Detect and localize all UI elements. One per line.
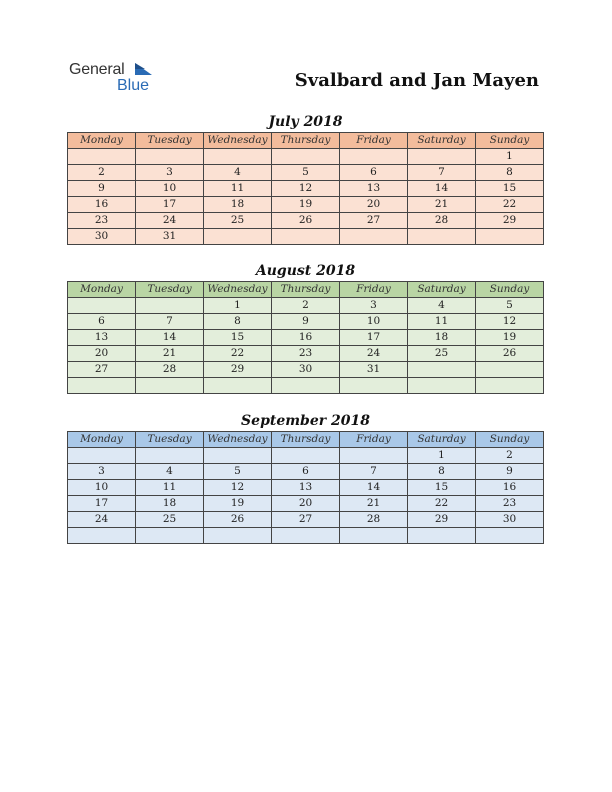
month-grid — [67, 281, 544, 394]
logo-flag-icon — [135, 63, 153, 77]
weekday-header: Tuesday — [136, 432, 204, 448]
day-cell: 26 — [272, 213, 340, 229]
day-cell: 18 — [408, 330, 476, 346]
day-cell: 24 — [136, 213, 204, 229]
day-cell: 12 — [272, 181, 340, 197]
day-cell: 9 — [68, 181, 136, 197]
day-cell: 19 — [476, 330, 544, 346]
day-cell: 10 — [68, 480, 136, 496]
day-cell: 23 — [476, 496, 544, 512]
day-cell: 10 — [340, 314, 408, 330]
day-cell: 29 — [204, 362, 272, 378]
week-row — [68, 181, 544, 197]
day-cell: 16 — [68, 197, 136, 213]
day-cell: 21 — [340, 496, 408, 512]
week-row — [68, 165, 544, 181]
week-row — [68, 346, 544, 362]
day-cell: 23 — [68, 213, 136, 229]
day-cell: 14 — [340, 480, 408, 496]
day-cell: 13 — [68, 330, 136, 346]
day-cell: 20 — [340, 197, 408, 213]
day-cell — [272, 448, 340, 464]
logo-text-blue: Blue — [117, 77, 150, 94]
day-cell: 30 — [476, 512, 544, 528]
day-cell — [340, 448, 408, 464]
day-cell: 20 — [272, 496, 340, 512]
day-cell: 17 — [136, 197, 204, 213]
day-cell: 22 — [204, 346, 272, 362]
day-cell: 21 — [408, 197, 476, 213]
day-cell: 27 — [272, 512, 340, 528]
day-cell: 21 — [136, 346, 204, 362]
day-cell — [408, 528, 476, 544]
day-cell: 2 — [68, 165, 136, 181]
weekday-header: Thursday — [272, 133, 340, 149]
day-cell: 19 — [204, 496, 272, 512]
day-cell — [204, 448, 272, 464]
day-cell: 9 — [272, 314, 340, 330]
day-cell: 28 — [340, 512, 408, 528]
day-cell: 26 — [476, 346, 544, 362]
day-cell: 1 — [476, 149, 544, 165]
week-row — [68, 213, 544, 229]
month-grid — [67, 132, 544, 245]
day-cell: 7 — [408, 165, 476, 181]
day-cell — [476, 528, 544, 544]
day-cell: 15 — [408, 480, 476, 496]
day-cell — [272, 229, 340, 245]
weekday-header: Wednesday — [204, 282, 272, 298]
weekday-header: Wednesday — [204, 432, 272, 448]
weekday-header: Sunday — [476, 282, 544, 298]
weekday-header: Saturday — [408, 282, 476, 298]
month-grid — [67, 431, 544, 544]
day-cell: 3 — [68, 464, 136, 480]
day-cell — [136, 298, 204, 314]
day-cell — [272, 149, 340, 165]
day-cell: 6 — [68, 314, 136, 330]
weekday-header: Tuesday — [136, 133, 204, 149]
day-cell: 23 — [272, 346, 340, 362]
week-row — [68, 480, 544, 496]
week-row — [68, 197, 544, 213]
day-cell: 6 — [272, 464, 340, 480]
day-cell: 18 — [204, 197, 272, 213]
day-cell: 10 — [136, 181, 204, 197]
day-cell: 5 — [272, 165, 340, 181]
day-cell: 27 — [340, 213, 408, 229]
week-row — [68, 229, 544, 245]
week-row — [68, 528, 544, 544]
day-cell: 12 — [476, 314, 544, 330]
weekday-header: Sunday — [476, 432, 544, 448]
weekday-header: Sunday — [476, 133, 544, 149]
day-cell: 16 — [272, 330, 340, 346]
day-cell: 8 — [204, 314, 272, 330]
day-cell — [272, 378, 340, 394]
day-cell: 25 — [136, 512, 204, 528]
weekday-header: Saturday — [408, 432, 476, 448]
week-row — [68, 378, 544, 394]
calendar-september — [67, 411, 544, 544]
day-cell: 31 — [340, 362, 408, 378]
day-cell — [340, 378, 408, 394]
day-cell: 17 — [340, 330, 408, 346]
day-cell: 4 — [204, 165, 272, 181]
week-row — [68, 464, 544, 480]
day-cell: 3 — [136, 165, 204, 181]
day-cell: 14 — [408, 181, 476, 197]
day-cell: 30 — [68, 229, 136, 245]
day-cell: 14 — [136, 330, 204, 346]
country-title: Svalbard and Jan Mayen — [294, 70, 539, 91]
day-cell — [340, 149, 408, 165]
day-cell: 13 — [272, 480, 340, 496]
week-row — [68, 512, 544, 528]
week-row — [68, 314, 544, 330]
day-cell: 1 — [204, 298, 272, 314]
day-cell — [408, 378, 476, 394]
day-cell: 9 — [476, 464, 544, 480]
day-cell: 27 — [68, 362, 136, 378]
weekday-header: Tuesday — [136, 282, 204, 298]
weekday-header: Friday — [340, 282, 408, 298]
month-title: September 2018 — [241, 413, 370, 429]
calendar-july — [67, 112, 544, 245]
week-row — [68, 496, 544, 512]
day-cell: 24 — [68, 512, 136, 528]
day-cell — [68, 298, 136, 314]
day-cell — [476, 362, 544, 378]
day-cell: 5 — [476, 298, 544, 314]
day-cell: 22 — [408, 496, 476, 512]
day-cell: 6 — [340, 165, 408, 181]
day-cell: 7 — [136, 314, 204, 330]
weekday-header: Friday — [340, 133, 408, 149]
day-cell: 24 — [340, 346, 408, 362]
day-cell: 8 — [476, 165, 544, 181]
day-cell — [204, 149, 272, 165]
weekday-header: Monday — [68, 282, 136, 298]
day-cell: 30 — [272, 362, 340, 378]
weekday-header: Thursday — [272, 282, 340, 298]
logo-text-general: General — [69, 61, 125, 78]
day-cell: 15 — [204, 330, 272, 346]
day-cell: 29 — [476, 213, 544, 229]
day-cell: 11 — [204, 181, 272, 197]
day-cell — [68, 448, 136, 464]
day-cell: 2 — [272, 298, 340, 314]
week-row — [68, 298, 544, 314]
day-cell — [136, 448, 204, 464]
day-cell — [204, 528, 272, 544]
month-title: July 2018 — [268, 114, 343, 130]
day-cell — [68, 149, 136, 165]
weekday-header: Monday — [68, 133, 136, 149]
day-cell: 18 — [136, 496, 204, 512]
day-cell: 11 — [136, 480, 204, 496]
day-cell — [476, 229, 544, 245]
day-cell: 3 — [340, 298, 408, 314]
day-cell — [204, 378, 272, 394]
day-cell: 15 — [476, 181, 544, 197]
day-cell — [408, 362, 476, 378]
day-cell: 7 — [340, 464, 408, 480]
day-cell: 16 — [476, 480, 544, 496]
day-cell: 8 — [408, 464, 476, 480]
day-cell — [340, 528, 408, 544]
day-cell — [340, 229, 408, 245]
day-cell — [68, 378, 136, 394]
day-cell: 28 — [408, 213, 476, 229]
day-cell: 25 — [204, 213, 272, 229]
week-row — [68, 362, 544, 378]
day-cell — [408, 149, 476, 165]
day-cell: 28 — [136, 362, 204, 378]
weekday-header: Friday — [340, 432, 408, 448]
day-cell: 22 — [476, 197, 544, 213]
week-row — [68, 149, 544, 165]
calendar-august — [67, 261, 544, 394]
month-title: August 2018 — [255, 263, 356, 279]
weekday-header: Monday — [68, 432, 136, 448]
day-cell — [136, 149, 204, 165]
day-cell — [68, 528, 136, 544]
day-cell: 29 — [408, 512, 476, 528]
day-cell: 4 — [136, 464, 204, 480]
day-cell: 12 — [204, 480, 272, 496]
day-cell — [476, 378, 544, 394]
day-cell: 20 — [68, 346, 136, 362]
weekday-header: Thursday — [272, 432, 340, 448]
day-cell: 26 — [204, 512, 272, 528]
week-row — [68, 448, 544, 464]
generalblue-logo — [69, 61, 169, 97]
weekday-header: Saturday — [408, 133, 476, 149]
day-cell: 11 — [408, 314, 476, 330]
day-cell: 5 — [204, 464, 272, 480]
day-cell — [272, 528, 340, 544]
day-cell: 31 — [136, 229, 204, 245]
day-cell: 25 — [408, 346, 476, 362]
day-cell: 19 — [272, 197, 340, 213]
day-cell — [204, 229, 272, 245]
day-cell — [136, 528, 204, 544]
week-row — [68, 330, 544, 346]
day-cell — [408, 229, 476, 245]
day-cell: 17 — [68, 496, 136, 512]
day-cell: 1 — [408, 448, 476, 464]
weekday-header: Wednesday — [204, 133, 272, 149]
day-cell: 4 — [408, 298, 476, 314]
day-cell: 2 — [476, 448, 544, 464]
day-cell: 13 — [340, 181, 408, 197]
day-cell — [136, 378, 204, 394]
